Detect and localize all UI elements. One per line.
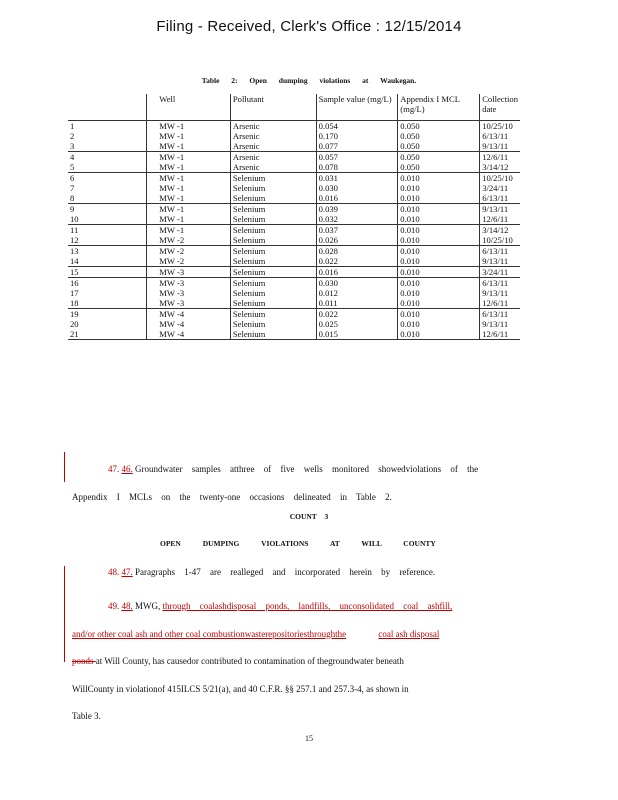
page-number: 15 — [305, 734, 313, 743]
table-cell-sample: 0.016 — [316, 267, 398, 278]
table-cell-mcl: 0.010 — [398, 193, 480, 204]
table-cell-date: 10/25/10 — [480, 121, 520, 132]
table-cell-n: 1 — [68, 121, 147, 132]
table-cell-mcl: 0.010 — [398, 329, 480, 340]
table-cell-sample: 0.015 — [316, 329, 398, 340]
table-cell-pollutant: Selenium — [230, 225, 316, 236]
table-cell-mcl: 0.010 — [398, 225, 480, 236]
table-cell-date: 9/13/11 — [480, 204, 520, 215]
table-cell-well: MW -1 — [147, 173, 231, 184]
inserted-text-1: through coalashdisposal ponds, landfills, unconsolidated coal ashfill, — [162, 601, 453, 611]
table-cell-mcl: 0.010 — [398, 214, 480, 225]
table-cell-date: 12/6/11 — [480, 152, 520, 163]
table-cell-sample: 0.026 — [316, 235, 398, 246]
table-cell-mcl: 0.050 — [398, 152, 480, 163]
table-cell-n: 18 — [70, 298, 79, 308]
table-row — [68, 309, 520, 320]
table-cell-n: 2 — [70, 131, 75, 141]
table-cell-n: 21 — [68, 329, 147, 340]
table-cell-pollutant: Arsenic — [230, 121, 316, 132]
table-cell-mcl: 0.010 — [398, 278, 480, 289]
table-cell-mcl: 0.010 — [398, 267, 480, 278]
table-cell-well: MW -1 — [147, 131, 231, 141]
table-cell-pollutant: Arsenic — [230, 141, 316, 152]
table-cell-n: 6 — [68, 173, 147, 184]
table-cell-sample: 0.022 — [316, 256, 398, 267]
table-cell-well: MW -3 — [147, 298, 231, 309]
table-cell-date: 6/13/11 — [480, 131, 520, 141]
table-cell-pollutant: Selenium — [230, 267, 316, 278]
paragraph-49 — [72, 593, 522, 731]
table-cell-mcl: 0.050 — [398, 121, 480, 132]
table-cell-well: MW -4 — [147, 309, 231, 320]
header-well: Well — [147, 94, 231, 121]
table-cell-date: 3/24/11 — [480, 267, 520, 278]
revision-bar — [64, 452, 65, 482]
table-cell-mcl: 0.010 — [398, 183, 480, 193]
table-cell-mcl: 0.010 — [398, 246, 480, 257]
table-cell-mcl: 0.010 — [398, 298, 480, 309]
table-cell-sample: 0.031 — [316, 173, 398, 184]
table-cell-n: 16 — [68, 278, 147, 289]
table-cell-n: 4 — [68, 152, 147, 163]
table-cell-sample: 0.016 — [316, 193, 398, 204]
paragraph-49-text-3: at Will County, has causedor contributed to contamination of thegroundwater beneath — [95, 656, 404, 666]
table-header-row — [68, 94, 520, 121]
paragraph-49-line-2 — [72, 621, 522, 649]
table-cell-sample: 0.025 — [316, 319, 398, 329]
table-row — [68, 173, 520, 184]
table-cell-pollutant: Arsenic — [230, 152, 316, 163]
table-cell-well: MW -1 — [147, 193, 231, 204]
table-cell-date: 12/6/11 — [480, 329, 520, 340]
table-row — [68, 246, 520, 257]
table-row — [68, 183, 520, 193]
paragraph-47-line-1 — [72, 455, 522, 483]
filing-header: Filing - Received, Clerk's Office : 12/15/2014 — [156, 18, 462, 35]
count-subtitle: OPEN DUMPING VIOLATIONS AT WILL COUNTY — [160, 539, 436, 548]
table-cell-pollutant: Selenium — [230, 256, 316, 267]
table-row — [68, 214, 520, 225]
table-cell-well: MW -1 — [147, 204, 231, 215]
table-cell-date: 6/13/11 — [480, 193, 520, 204]
paragraph-48-text: Paragraphs 1-47 are realleged and incorporated herein by reference. — [135, 567, 436, 577]
table-cell-sample: 0.037 — [316, 225, 398, 236]
paragraph-47-line-2: Appendix I MCLs on the twenty-one occasions delineated in Table 2. — [72, 492, 392, 502]
paragraph-number-old: 47. — [121, 567, 133, 577]
table-cell-date: 3/24/11 — [480, 183, 520, 193]
table-body — [68, 121, 520, 340]
table-cell-sample: 0.170 — [316, 131, 398, 141]
header-appendix-mcl: Appendix I MCL (mg/L) — [398, 94, 480, 121]
table-cell-n: 7 — [70, 183, 75, 193]
table-row — [68, 288, 520, 298]
table-cell-sample: 0.077 — [316, 141, 398, 152]
table-cell-date: 12/6/11 — [480, 214, 520, 225]
table-cell-pollutant: Selenium — [230, 246, 316, 257]
table-cell-date: 9/13/11 — [480, 319, 520, 329]
table-cell-sample: 0.078 — [316, 162, 398, 173]
table-cell-well: MW -1 — [147, 225, 231, 236]
table-cell-sample: 0.011 — [316, 298, 398, 309]
table-cell-date: 9/13/11 — [480, 256, 520, 267]
table-cell-sample: 0.054 — [316, 121, 398, 132]
table-cell-mcl: 0.010 — [398, 319, 480, 329]
table-cell-n: 10 — [70, 214, 79, 224]
table-cell-n: 17 — [70, 288, 79, 298]
table-cell-mcl: 0.010 — [398, 235, 480, 246]
table-row — [68, 141, 520, 152]
table-cell-well: MW -3 — [147, 288, 231, 298]
table-row — [68, 204, 520, 215]
table-row — [68, 131, 520, 141]
table-cell-n: 14 — [70, 256, 79, 266]
table-cell-well: MW -2 — [147, 235, 231, 246]
table-row — [68, 329, 520, 340]
paragraph-49-line-5: Table 3. — [72, 711, 101, 721]
table-row — [68, 278, 520, 289]
table-cell-n: 8 — [70, 193, 75, 203]
table-cell-pollutant: Arsenic — [230, 162, 316, 173]
table-cell-pollutant: Selenium — [230, 183, 316, 193]
table-cell-well: MW -1 — [147, 141, 231, 152]
table-cell-mcl: 0.050 — [398, 162, 480, 173]
table-cell-well: MW -1 — [147, 162, 231, 173]
table-row — [68, 298, 520, 309]
paragraph-49-line-4: WillCounty in violationof 415ILCS 5/21(a), and 40 C.F.R. §§ 257.1 and 257.3-4, as shown in — [72, 683, 409, 694]
paragraph-number-new: 47. — [108, 464, 120, 474]
mwg-label: MWG, — [135, 601, 161, 611]
table-cell-sample: 0.032 — [316, 214, 398, 225]
table-cell-n: 3 — [70, 141, 75, 151]
table-cell-date: 6/13/11 — [480, 278, 520, 289]
table-cell-mcl: 0.010 — [398, 309, 480, 320]
table-cell-date: 10/25/10 — [480, 235, 520, 246]
table-cell-pollutant: Selenium — [230, 319, 316, 329]
table-cell-pollutant: Selenium — [230, 288, 316, 298]
table-cell-n: 20 — [70, 319, 79, 329]
table-cell-sample: 0.028 — [316, 246, 398, 257]
paragraph-number-new: 49. — [108, 601, 120, 611]
table-row — [68, 152, 520, 163]
table-cell-well: MW -1 — [147, 183, 231, 193]
paragraph-number-old: 46. — [121, 464, 133, 474]
table-cell-sample: 0.030 — [316, 278, 398, 289]
count-heading: COUNT 3 — [289, 512, 329, 521]
table-cell-mcl: 0.010 — [398, 288, 480, 298]
table-cell-date: 6/13/11 — [480, 309, 520, 320]
table-row — [68, 225, 520, 236]
table-cell-well: MW -4 — [147, 329, 231, 340]
table-cell-pollutant: Selenium — [230, 214, 316, 225]
table-cell-well: MW -1 — [147, 121, 231, 132]
table-cell-pollutant: Selenium — [230, 298, 316, 309]
table-row — [68, 319, 520, 329]
paragraph-49-line-3 — [72, 648, 522, 676]
table-cell-pollutant: Selenium — [230, 329, 316, 340]
table-cell-sample: 0.022 — [316, 309, 398, 320]
table-row — [68, 267, 520, 278]
header-index — [68, 94, 147, 121]
table-cell-n: 9 — [68, 204, 147, 215]
table-row — [68, 121, 520, 132]
table-cell-date: 9/13/11 — [480, 141, 520, 152]
table-cell-sample: 0.039 — [316, 204, 398, 215]
table-cell-date: 3/14/12 — [480, 225, 520, 236]
table-cell-mcl: 0.010 — [398, 173, 480, 184]
table-cell-n: 12 — [70, 235, 79, 245]
table-cell-pollutant: Selenium — [230, 204, 316, 215]
table-cell-pollutant: Selenium — [230, 193, 316, 204]
table-cell-n: 15 — [68, 267, 147, 278]
header-collection-date: Collection date — [480, 94, 520, 121]
table-cell-pollutant: Selenium — [230, 278, 316, 289]
paragraph-47 — [72, 455, 522, 511]
paragraph-number-old: 48. — [121, 601, 133, 611]
table-cell-mcl: 0.010 — [398, 256, 480, 267]
table-cell-well: MW -1 — [147, 214, 231, 225]
table-cell-mcl: 0.050 — [398, 141, 480, 152]
table-cell-well: MW -2 — [147, 246, 231, 257]
table-cell-date: 3/14/12 — [480, 162, 520, 173]
table-cell-pollutant: Arsenic — [230, 131, 316, 141]
table-cell-n: 5 — [70, 162, 75, 172]
table-cell-pollutant: Selenium — [230, 235, 316, 246]
table-cell-well: MW -1 — [147, 152, 231, 163]
table-cell-pollutant: Selenium — [230, 309, 316, 320]
table-cell-date: 6/13/11 — [480, 246, 520, 257]
table-cell-well: MW -4 — [147, 319, 231, 329]
table-cell-date: 9/13/11 — [480, 288, 520, 298]
table-cell-well: MW -3 — [147, 278, 231, 289]
table-cell-mcl: 0.050 — [398, 131, 480, 141]
table-caption: Table 2: Open dumping violations at Waukegan. — [201, 76, 417, 85]
table-cell-date: 12/6/11 — [480, 298, 520, 309]
table-cell-mcl: 0.010 — [398, 204, 480, 215]
paragraph-number-new: 48. — [108, 567, 120, 577]
table-cell-sample: 0.012 — [316, 288, 398, 298]
inserted-text-2: and/or other coal ash and other coal combustionwasterepositoriesthroughthe — [72, 628, 347, 639]
table-row — [68, 193, 520, 204]
table-cell-n: 11 — [68, 225, 147, 236]
table-cell-well: MW -3 — [147, 267, 231, 278]
header-pollutant: Pollutant — [230, 94, 316, 121]
paragraph-48 — [72, 567, 522, 577]
deleted-text: ponds — [72, 656, 96, 666]
paragraph-47-text-1: Groundwater samples atthree of five wells monitored showedviolations of the — [135, 464, 479, 474]
table-row — [68, 235, 520, 246]
table-cell-sample: 0.030 — [316, 183, 398, 193]
table-row — [68, 162, 520, 173]
header-sample-value: Sample value (mg/L) — [316, 94, 398, 121]
table-cell-pollutant: Selenium — [230, 173, 316, 184]
table-cell-sample: 0.057 — [316, 152, 398, 163]
table-cell-n: 19 — [68, 309, 147, 320]
revision-bar — [64, 566, 65, 662]
table-cell-n: 13 — [68, 246, 147, 257]
table-cell-date: 10/25/10 — [480, 173, 520, 184]
table-row — [68, 256, 520, 267]
violations-table — [68, 94, 520, 340]
paragraph-49-line-1 — [72, 593, 522, 621]
table-cell-well: MW -2 — [147, 256, 231, 267]
inserted-text-3: coal ash disposal — [378, 628, 440, 639]
